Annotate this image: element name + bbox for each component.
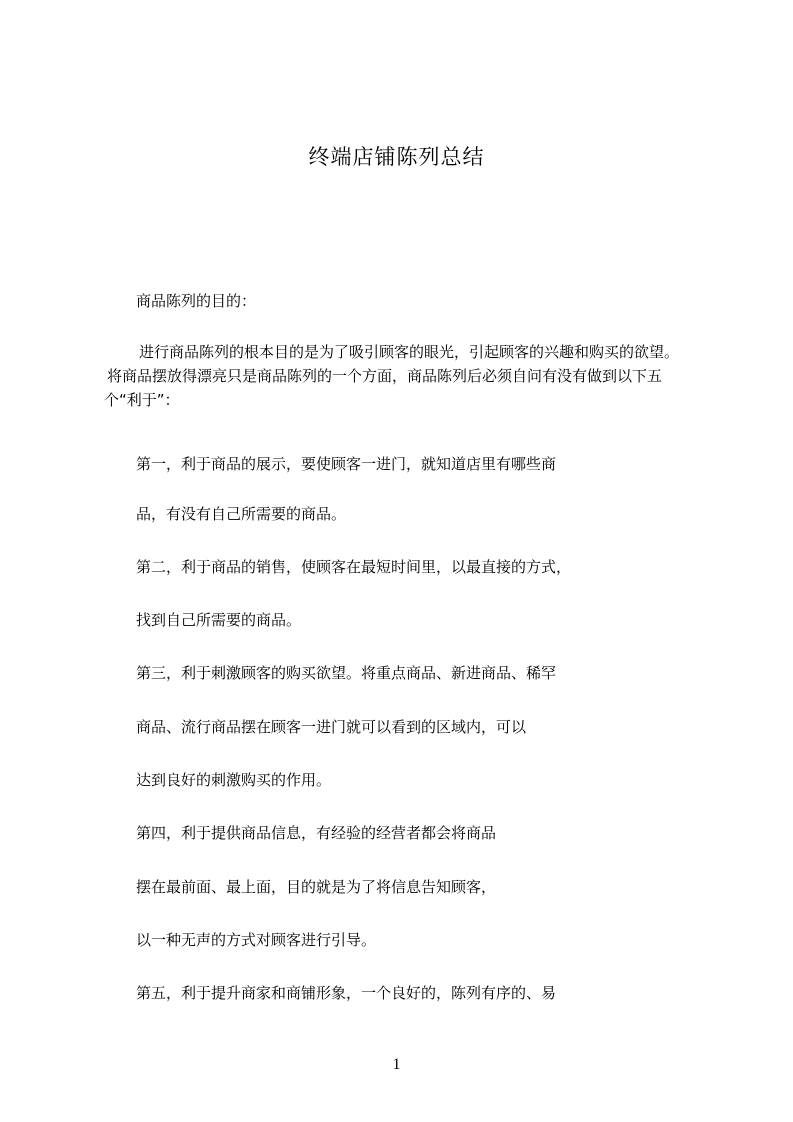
point-line: 找到自己所需要的商品。 (136, 611, 302, 629)
point-line: 第五，利于提升商家和商铺形象，一个良好的，陈列有序的、易 (136, 984, 557, 1002)
intro-heading: 商品陈列的目的： (136, 292, 257, 310)
point-line: 摆在最前面、最上面，目的就是为了将信息告知顾客， (136, 878, 497, 896)
point-line: 第二，利于商品的销售，使顾客在最短时间里，以最直接的方式， (136, 558, 572, 576)
point-line: 品，有没有自己所需要的商品。 (136, 505, 347, 523)
intro-line: 个“利于”： (104, 391, 180, 409)
page-title: 终端店铺陈列总结 (308, 145, 485, 169)
intro-line: 进行商品陈列的根本目的是为了吸引顾客的眼光，引起顾客的兴趣和购买的欲望。 (139, 343, 680, 361)
point-line: 第四，利于提供商品信息，有经验的经营者都会将商品 (136, 824, 497, 842)
intro-paragraph (104, 340, 719, 412)
point-line: 达到良好的刺激购买的作用。 (136, 771, 332, 789)
page-number: 1 (392, 1056, 401, 1073)
point-line: 以一种无声的方式对顾客进行引导。 (136, 931, 377, 949)
point-line: 第三，利于刺激顾客的购买欲望。将重点商品、新进商品、稀罕 (136, 664, 557, 682)
point-line: 商品、流行商品摆在顾客一进门就可以看到的区域内，可以 (136, 718, 527, 736)
point-line: 第一，利于商品的展示，要使顾客一进门，就知道店里有哪些商 (136, 455, 557, 473)
intro-line: 将商品摆放得漂亮只是商品陈列的一个方面，商品陈列后必须自问有没有做到以下五 (107, 367, 663, 385)
